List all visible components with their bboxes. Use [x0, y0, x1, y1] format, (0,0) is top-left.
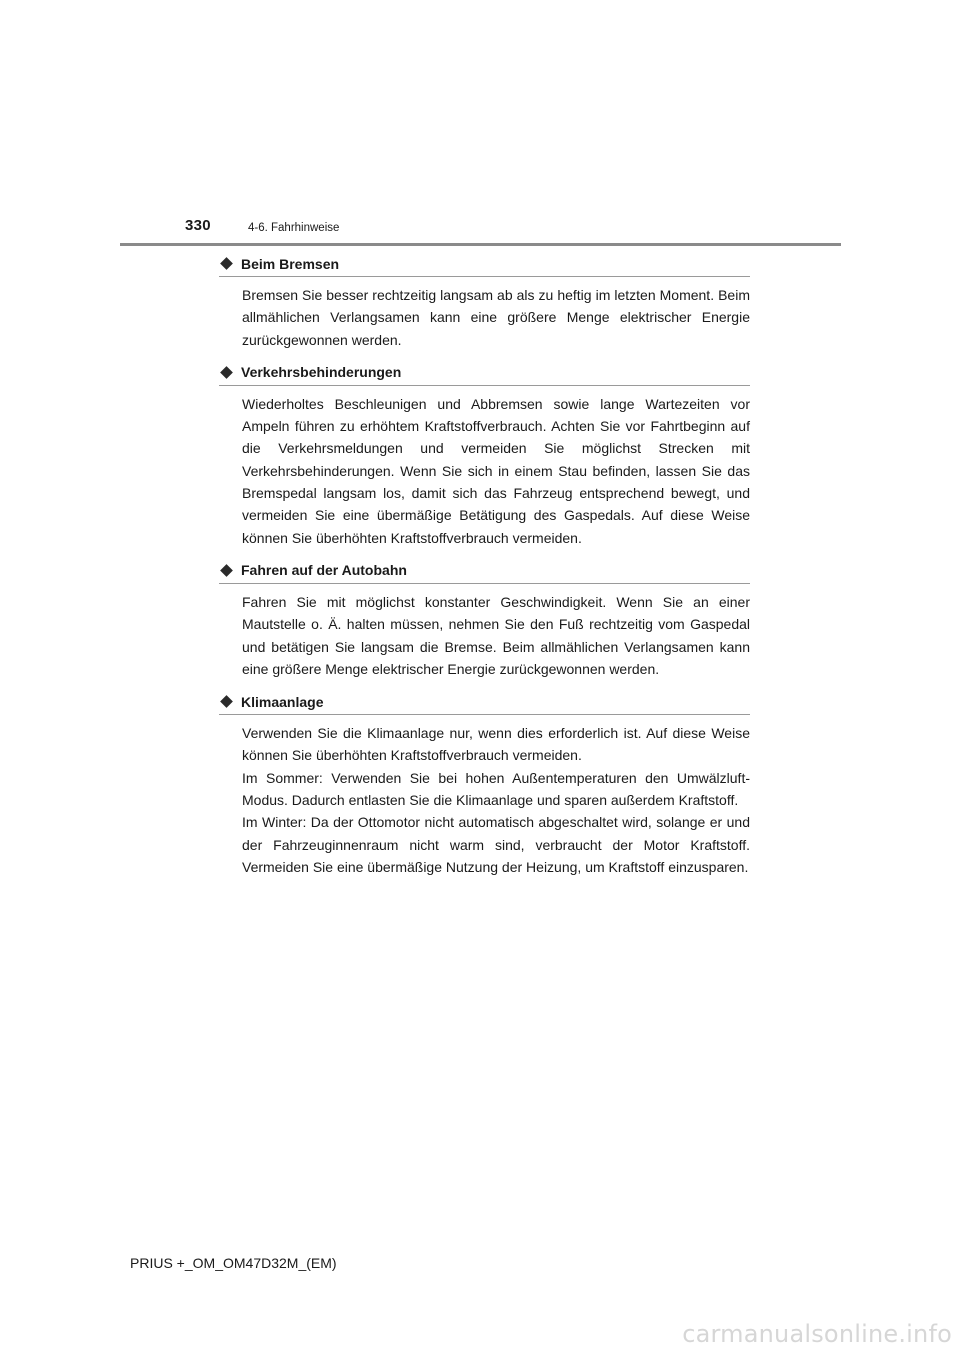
section-heading: [219, 254, 750, 277]
paragraph: Im Winter: Da der Ottomotor nicht automatisch abgeschaltet wird, solange er und der Fahrzeuginnenraum nicht warm sind, verbraucht der Motor Kraftstoff. Vermeiden Sie eine übermäßige Nutzung der Heizung, um Kraftstoff einzusparen.: [242, 814, 750, 875]
section-label: 4-6. Fahrhinweise: [248, 222, 340, 234]
page-content: [219, 254, 750, 890]
page-number: 330: [185, 217, 211, 234]
watermark: carmanualsonline.info: [682, 1320, 952, 1348]
section-title: Klimaanlage: [241, 693, 324, 710]
diamond-bullet-icon: [220, 564, 233, 577]
section-body: [219, 277, 750, 351]
paragraph: Wiederholtes Beschleunigen und Abbremsen sowie lange Wartezeiten vor Ampeln führen zu erhöhtem Kraftstoffverbrauch. Achten Sie vor Fahrtbeginn auf die Verkehrsmeldungen und vermeiden Sie möglichst Strecken mit Verkehrsbehinderungen. Wenn Sie sich in einem Stau befinden, lassen Sie das Bremspedal langsam los, damit sich das Fahrzeug entsprechend bewegt, und vermeiden Sie eine übermäßige Betätigung des Gaspedals. Auf diese Weise können Sie überhöhten Kraftstoffverbrauch vermeiden.: [242, 395, 750, 546]
paragraph: Bremsen Sie besser rechtzeitig langsam ab als zu heftig im letzten Moment. Beim allmählichen Verlangsamen kann eine größere Menge elektrischer Energie zurückgewonnen werden.: [242, 287, 750, 348]
header-rule: [120, 243, 841, 246]
paragraph: Verwenden Sie die Klimaanlage nur, wenn dies erforderlich ist. Auf diese Weise können Sie überhöhten Kraftstoffverbrauch vermeiden.: [242, 725, 750, 764]
document-id: PRIUS +_OM_OM47D32M_(EM): [130, 1255, 337, 1271]
paragraph: Fahren Sie mit möglichst konstanter Geschwindigkeit. Wenn Sie an einer Mautstelle o. Ä. halten müssen, nehmen Sie den Fuß rechtzeitig vom Gaspedal und betätigen Sie langsam die Bremse. Beim allmählichen Verlangsamen kann eine größere Menge elektrischer Energie zurückgewonnen werden.: [242, 593, 750, 677]
section-fahren-auf-der-autobahn: [219, 561, 750, 680]
diamond-bullet-icon: [220, 366, 233, 379]
section-title: Fahren auf der Autobahn: [241, 562, 407, 579]
section-heading: [219, 363, 750, 386]
section-verkehrsbehinderungen: [219, 363, 750, 549]
section-heading: [219, 561, 750, 584]
section-heading: [219, 692, 750, 715]
section-body: [219, 715, 750, 878]
diamond-bullet-icon: [220, 695, 233, 708]
section-title: Beim Bremsen: [241, 255, 340, 272]
section-beim-bremsen: [219, 254, 750, 351]
section-title: Verkehrsbehinderungen: [241, 364, 402, 381]
section-body: [219, 386, 750, 549]
diamond-bullet-icon: [220, 257, 233, 270]
paragraph: Im Sommer: Verwenden Sie bei hohen Außentemperaturen den Umwälzluft-Modus. Dadurch entlasten Sie die Klimaanlage und sparen außerdem Kraftstoff.: [242, 769, 750, 809]
section-body: [219, 584, 750, 680]
section-klimaanlage: [219, 692, 750, 878]
